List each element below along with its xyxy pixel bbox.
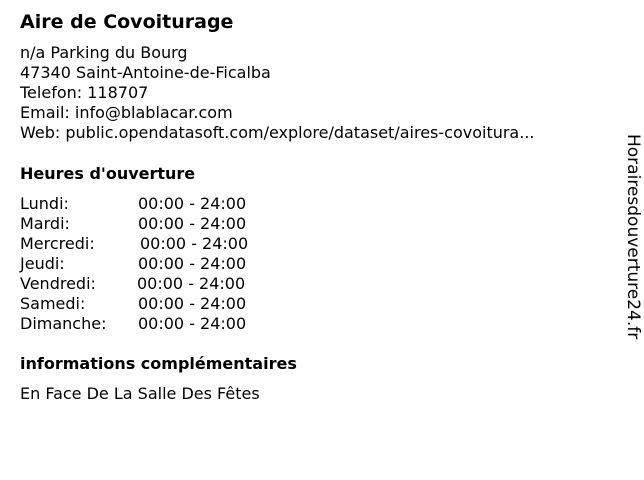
day-label: Lundi: [20, 194, 69, 213]
day-label: Jeudi: [20, 254, 65, 273]
phone-line: Telefon: 118707 [20, 83, 149, 102]
web-line: Web: public.opendatasoft.com/explore/dataset/aires-covoitura... [20, 123, 535, 142]
day-label: Samedi: [20, 294, 86, 313]
address-block [20, 43, 535, 143]
day-label: Dimanche: [20, 314, 107, 333]
time-value: 00:00 - 24:00 [140, 234, 249, 253]
city-line: 47340 Saint-Antoine-de-Ficalba [20, 63, 271, 82]
time-value: 00:00 - 24:00 [138, 194, 247, 213]
time-value: 00:00 - 24:00 [138, 294, 247, 313]
time-value: 00:00 - 24:00 [138, 314, 247, 333]
email-line: Email: info@blablacar.com [20, 103, 233, 122]
time-value: 00:00 - 24:00 [137, 274, 246, 293]
info-text: En Face De La Salle Des Fêtes [20, 384, 260, 403]
time-value: 00:00 - 24:00 [138, 214, 247, 233]
day-label: Mardi: [20, 214, 70, 233]
info-heading: informations complémentaires [20, 354, 297, 373]
brand-watermark: Horairesdouverture24.fr [623, 134, 643, 340]
time-value: 00:00 - 24:00 [138, 254, 247, 273]
day-label: Vendredi: [20, 274, 96, 293]
hours-heading: Heures d'ouverture [20, 164, 196, 183]
street-line: n/a Parking du Bourg [20, 43, 188, 62]
day-label: Mercredi: [20, 234, 95, 253]
place-title: Aire de Covoiturage [20, 11, 234, 33]
